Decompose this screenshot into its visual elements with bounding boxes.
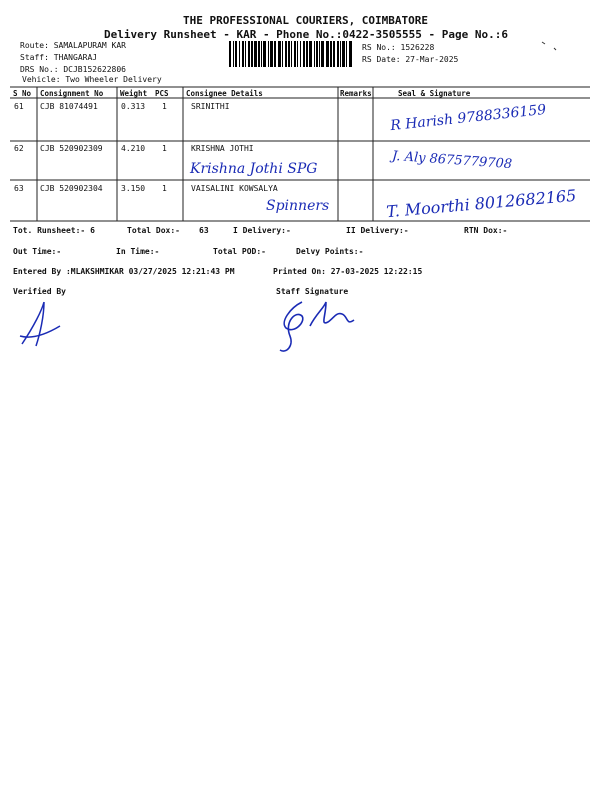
col-weight: Weight <box>120 89 148 98</box>
entered-by: Entered By :MLAKSHMIKAR 03/27/2025 12:21:43 PM <box>13 267 235 276</box>
table-row-consignee: KRISHNA JOTHI <box>191 144 254 153</box>
handwritten-consignee: Krishna Jothi SPG <box>190 161 318 177</box>
col-seal-signature: Seal & Signature <box>398 89 471 98</box>
rtn-dox: RTN Dox:- <box>464 226 508 235</box>
vehicle-label: Vehicle: <box>22 75 61 84</box>
staff-signature-label: Staff Signature <box>276 287 349 296</box>
table-row-consignment: CJB 81074491 <box>40 102 98 111</box>
scan-marks <box>540 38 560 58</box>
staff-label: Staff: <box>20 53 49 62</box>
table-row-sno: 63 <box>14 184 24 193</box>
col-remarks: Remarks <box>340 89 372 98</box>
out-time: Out Time:- <box>13 247 62 256</box>
table-row-consignee: VAISALINI KOWSALYA <box>191 184 278 193</box>
table-row-pcs: 1 <box>162 102 167 111</box>
drs-value: DCJB152622806 <box>63 65 126 74</box>
table-row-weight: 3.150 <box>121 184 146 193</box>
table-row-pcs: 1 <box>162 144 167 153</box>
col-consignee: Consignee Details <box>186 89 263 98</box>
table-row-consignment: CJB 520902309 <box>40 144 103 153</box>
staff-signature <box>272 292 362 362</box>
row-signature: R Harish 9788336159 <box>389 101 547 135</box>
row-signature: J. Aly 8675779708 <box>391 148 513 173</box>
col-sno: S No <box>13 89 32 98</box>
col-pcs: PCS <box>155 89 169 98</box>
total-pod: Total POD:- <box>213 247 266 256</box>
rs-date-label: RS Date: <box>362 55 401 64</box>
route-value: SAMALAPURAM KAR <box>53 41 126 50</box>
printed-on: Printed On: 27-03-2025 12:22:15 <box>273 267 423 276</box>
ii-delivery: II Delivery:- <box>346 226 409 235</box>
i-delivery: I Delivery:- <box>233 226 291 235</box>
table-row-sno: 61 <box>14 102 24 111</box>
table-row-pcs: 1 <box>162 184 167 193</box>
route-label: Route: <box>20 41 49 50</box>
rs-no-value: 1526228 <box>400 43 435 52</box>
verified-by: Verified By <box>13 287 66 296</box>
verified-by-signature <box>14 296 74 356</box>
handwritten-consignee: Spinners <box>266 198 330 214</box>
table-row-weight: 4.210 <box>121 144 146 153</box>
in-time: In Time:- <box>116 247 160 256</box>
rs-no-label: RS No.: <box>362 43 396 52</box>
table-row-weight: 0.313 <box>121 102 146 111</box>
company-title: THE PROFESSIONAL COURIERS, COIMBATORE <box>183 14 429 27</box>
table-row-sno: 62 <box>14 144 24 153</box>
col-consignment: Consignment No <box>40 89 104 98</box>
total-dox-label: Total Dox:- <box>127 226 180 235</box>
drs-label: DRS No.: <box>20 65 59 74</box>
table-row-consignee: SRINITHI <box>191 102 230 111</box>
row-signature: T. Moorthi 8012682165 <box>385 185 577 222</box>
rs-date-value: 27-Mar-2025 <box>405 55 459 64</box>
delvy-points: Delvy Points:- <box>296 247 364 256</box>
runsheet-subtitle: Delivery Runsheet - KAR - Phone No.:0422-3505555 - Page No.:6 <box>104 28 508 41</box>
tot-runsheet: Tot. Runsheet:- 6 <box>13 226 95 235</box>
vehicle-value: Two Wheeler Delivery <box>65 75 162 84</box>
staff-value: THANGARAJ <box>53 53 98 62</box>
total-dox-value: 63 <box>199 226 209 235</box>
table-row-consignment: CJB 520902304 <box>40 184 103 193</box>
